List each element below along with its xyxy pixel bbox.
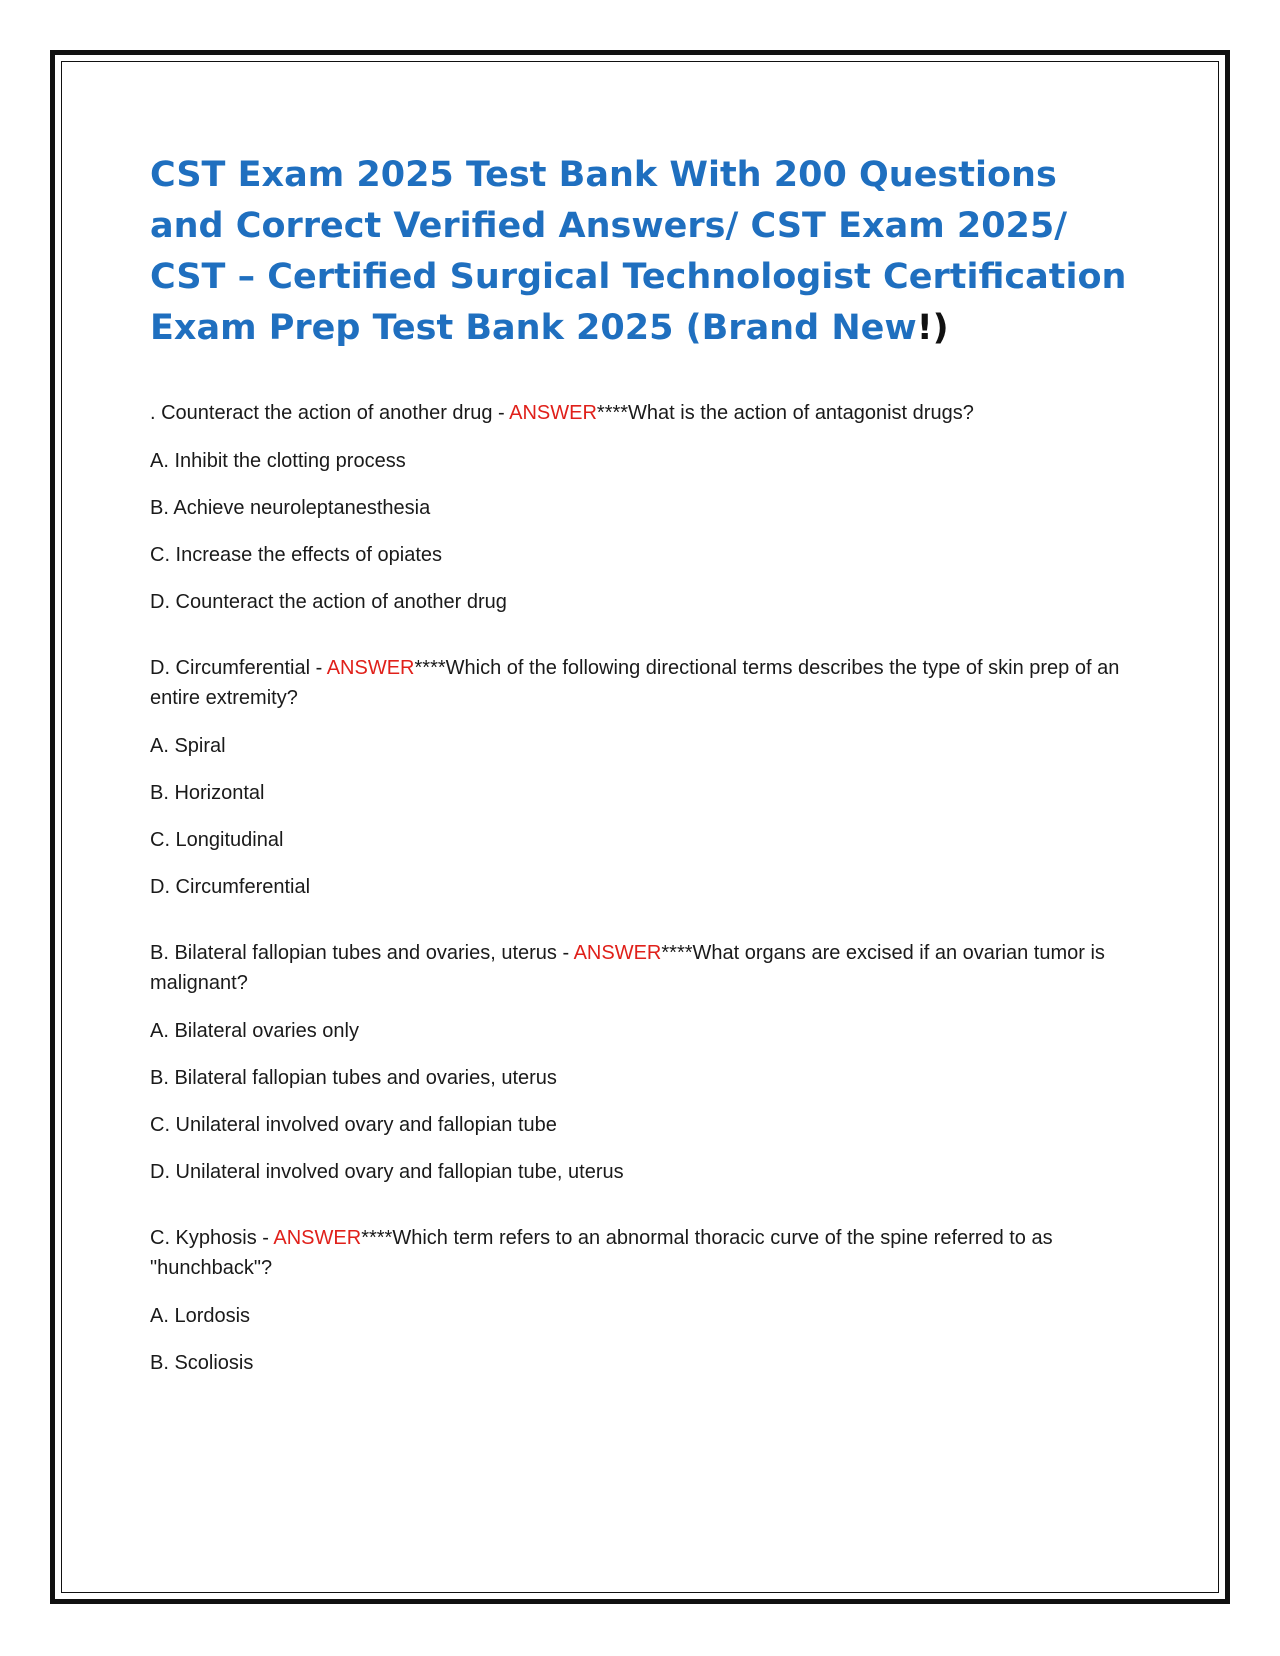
- answer-marker: ANSWER: [326, 657, 415, 679]
- option-b: B. Bilateral fallopian tubes and ovaries, uterus: [150, 1067, 557, 1089]
- option-d: D. Counteract the action of another drug: [150, 591, 507, 613]
- answer-marker: ANSWER: [573, 942, 662, 964]
- document-body: [150, 150, 1130, 1414]
- question-line: [150, 398, 1130, 428]
- document-title: [150, 150, 1130, 354]
- option-a: A. Spiral: [150, 735, 226, 757]
- question-line: [150, 1223, 1130, 1283]
- question-text: ****What is the action of antagonist drugs?: [596, 402, 974, 424]
- option-d: D. Circumferential: [150, 876, 311, 898]
- answer-text: C. Kyphosis -: [150, 1227, 274, 1249]
- answer-text: . Counteract the action of another drug -: [150, 402, 510, 424]
- question-line: [150, 938, 1130, 998]
- answer-text: B. Bilateral fallopian tubes and ovaries, uterus -: [150, 942, 574, 964]
- question-block-1: [150, 398, 1130, 617]
- question-text: ****Which of the following directional terms describes the type of skin prep of an entire extremity?: [150, 657, 1120, 709]
- option-d: D. Unilateral involved ovary and fallopian tube, uterus: [150, 1161, 624, 1183]
- question-block-4: [150, 1223, 1130, 1378]
- option-a: A. Lordosis: [150, 1305, 251, 1327]
- option-b: B. Scoliosis: [150, 1352, 254, 1374]
- document-title-main: CST Exam 2025 Test Bank With 200 Questions and Correct Verified Answers/ CST Exam 2025/ CST – Certified Surgical Technologist Certification Exam Prep Test Bank 2025 (Brand New: [150, 155, 1127, 348]
- question-block-3: [150, 938, 1130, 1187]
- option-a: A. Inhibit the clotting process: [150, 450, 406, 472]
- option-b: B. Horizontal: [150, 782, 265, 804]
- question-block-2: [150, 653, 1130, 902]
- document-title-tail: !): [916, 308, 949, 348]
- question-text: ****What organs are excised if an ovarian tumor is malignant?: [150, 942, 1105, 994]
- question-line: [150, 653, 1130, 713]
- answer-marker: ANSWER: [273, 1227, 362, 1249]
- option-c: C. Unilateral involved ovary and fallopian tube: [150, 1114, 557, 1136]
- option-a: A. Bilateral ovaries only: [150, 1020, 359, 1042]
- option-c: C. Longitudinal: [150, 829, 284, 851]
- question-text: ****Which term refers to an abnormal thoracic curve of the spine referred to as "hunchback"?: [150, 1227, 1053, 1279]
- option-c: C. Increase the effects of opiates: [150, 544, 443, 566]
- answer-marker: ANSWER: [509, 402, 597, 424]
- answer-text: D. Circumferential -: [150, 657, 327, 679]
- option-b: B. Achieve neuroleptanesthesia: [150, 497, 431, 519]
